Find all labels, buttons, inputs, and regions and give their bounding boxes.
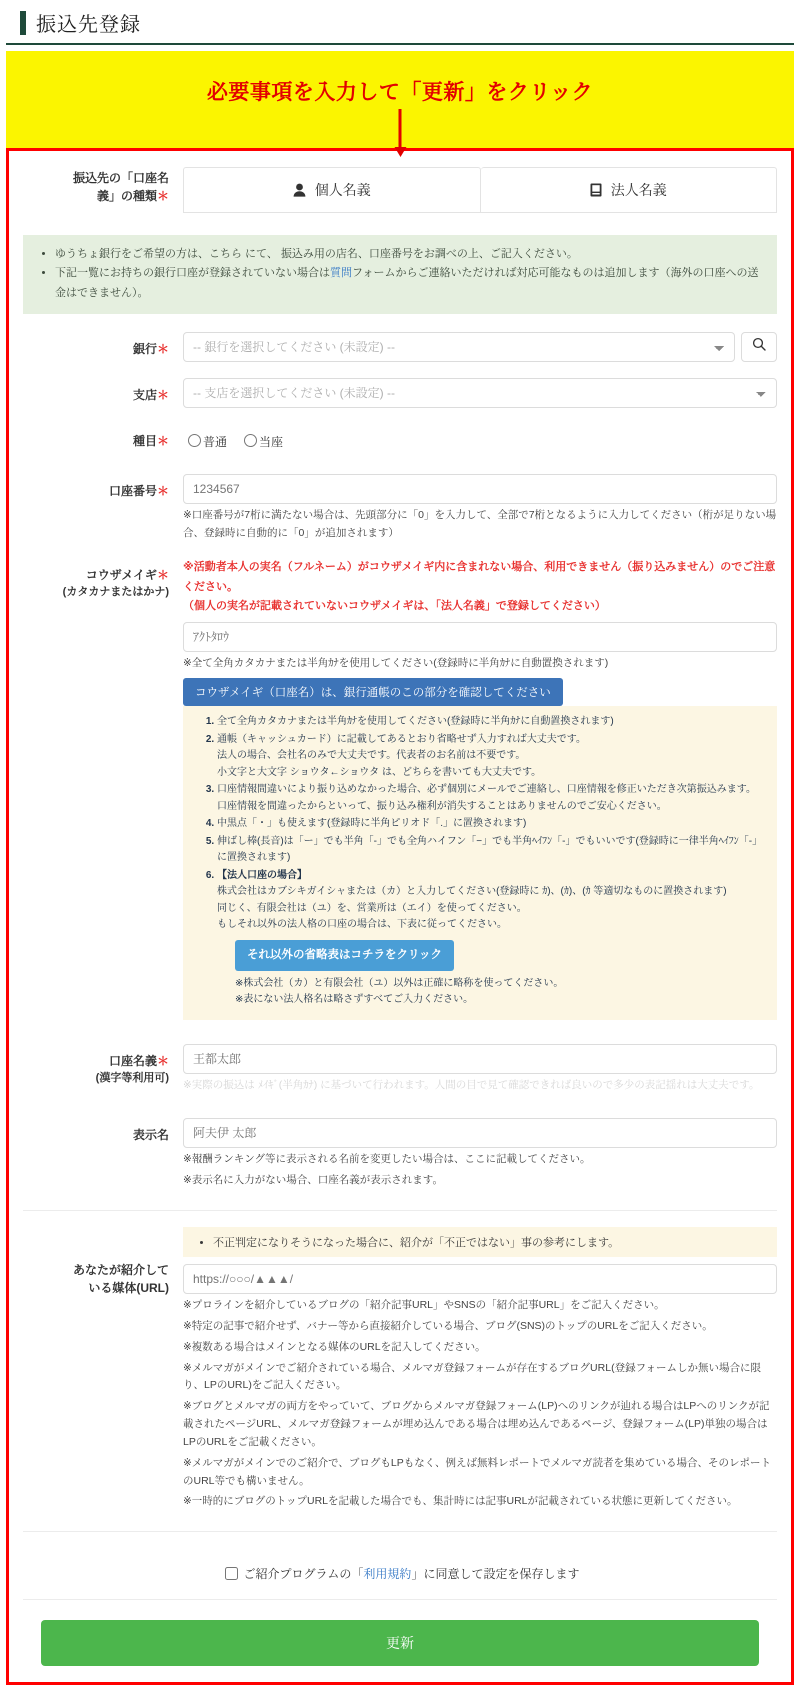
kana-rule-item (217, 868, 765, 1009)
account-kind-row (23, 424, 777, 450)
bank-required-mark: ＊ (156, 341, 169, 356)
terms-of-use-link[interactable]: 利用規約 (363, 1567, 412, 1582)
kana-name-note: ※全て全角カタカナまたは半角ｶﾅを使用してください(登録時に半角ｶﾅに自動置換されます) (183, 657, 609, 670)
display-name-note-2: ※表示名に入力がない場合、口座名義が表示されます。 (183, 1174, 443, 1187)
media-url-beige-note-text: • 不正判定になりそうになった場合に、紹介が「不正ではない」事の参考にします。 (213, 1234, 765, 1250)
agree-text-b: 」に同意して設定を保存します (411, 1567, 580, 1582)
building-icon (590, 183, 602, 197)
kana-rule-sub: 小文字と大文字 ショウタ←ショウタ は、どちらを書いても大丈夫です。 (217, 766, 542, 778)
kana-name-label-text: コウザメイギ (85, 568, 157, 583)
branch-required-mark: ＊ (156, 387, 169, 402)
media-url-note: ※プロラインを紹介しているブログの「紹介記事URL」やSNSの「紹介記事URL」をご記入ください。 (183, 1299, 665, 1312)
kana-rule-item (217, 714, 765, 731)
account-number-required-mark: ＊ (156, 483, 169, 498)
kana-rule-main: 中黒点「・」も使えます(登録時に半角ピリオド「.」に置換されます) (217, 818, 527, 830)
account-name-required-mark: ＊ (156, 1053, 169, 1068)
media-url-label (23, 1227, 183, 1297)
branch-label (23, 378, 183, 404)
bank-field (183, 332, 777, 362)
notice-missing-bank-text-a: 下記一覧にお持ちの銀行口座が登録されていない場合は (55, 267, 330, 280)
spacer (23, 1022, 777, 1044)
kana-name-required-mark: ＊ (156, 568, 169, 583)
account-type-tabs (183, 167, 777, 213)
bank-label-text: 銀行 (132, 341, 157, 356)
submit-wrap (23, 1614, 777, 1668)
notice-missing-bank-text-b: フォームからご連絡いただければ対応可能なものは追加します（海外の口座への送金はできません）。 (55, 267, 759, 299)
spacer (23, 410, 777, 424)
account-type-tabs-field (183, 161, 777, 213)
kana-name-label (23, 558, 183, 601)
kana-rule-sub: 口座情報を間違ったからといって、振り込み権利が消失することはありませんのでご安心ください。 (217, 800, 667, 812)
account-name-row (23, 1044, 777, 1095)
account-name-label (23, 1044, 183, 1087)
radio-futsuu-input[interactable] (188, 434, 201, 447)
account-type-label (23, 161, 183, 205)
bank-label (23, 332, 183, 358)
display-name-label (23, 1118, 183, 1144)
bank-select[interactable] (183, 332, 735, 362)
media-url-note: ※メルマガがメインでのご紹介で、ブログもLPもなく、例えば無料レポートでメルマガ読者を集めている場合、そのレポートのURL等でも構いません。 (183, 1456, 772, 1487)
kana-name-row (23, 558, 777, 1019)
account-kind-label (23, 424, 183, 450)
notice-item-yucho: • ゆうちょ銀行をご希望の方は、こちら にて、 振込み用の店名、口座番号をお調べの上、ご記入ください。 (55, 245, 763, 264)
kana-rule-item (217, 834, 765, 867)
branch-row (23, 378, 777, 408)
display-name-note-1: ※報酬ランキング等に表示される名前を変更したい場合は、ここに記載してください。 (183, 1153, 591, 1166)
media-url-label-line2: いる媒体(URL) (88, 1281, 169, 1296)
agree-row (23, 1548, 777, 1589)
account-number-label-text: 口座番号 (108, 483, 157, 498)
question-form-link[interactable]: 質問 (330, 267, 352, 280)
spacer (23, 1096, 777, 1118)
tab-personal-account[interactable] (183, 167, 481, 213)
account-number-input[interactable] (183, 474, 777, 504)
transfer-registration-form (6, 148, 794, 1685)
abbreviation-table-button[interactable]: それ以外の省略表はコチラをクリック (235, 940, 454, 971)
account-name-sublabel: (漢字等利用可) (95, 1071, 169, 1084)
kana-rule-sub: 同じく、有限会社は（ユ）を、営業所は（エイ）を使ってください。 (217, 902, 527, 914)
instruction-callout (6, 51, 794, 148)
account-number-field (183, 474, 777, 543)
kana-rule-item (217, 732, 765, 782)
kana-rule-main: 【法人口座の場合】 (217, 869, 307, 881)
kana-name-warning-1: ※活動者本人の実名（フルネーム）がコウザメイギ内に含まれない場合、利用できません（振り込みません）のでご注意ください。 (183, 561, 776, 593)
radio-futsuu-label: 普通 (203, 434, 228, 449)
media-url-row (23, 1227, 777, 1511)
account-name-field (183, 1044, 777, 1095)
account-name-note: ※実際の振込は ﾒｲｷﾞ(半角ｶﾅ) に基づいて行われます。人間の目で見て確認できれば良いので多少の表記揺れは大丈夫です。 (183, 1078, 760, 1091)
media-url-note: ※複数ある場合はメインとなる媒体のURLを記入してください。 (183, 1340, 486, 1353)
callout-text: 必要事項を入力して「更新」をクリック (206, 81, 594, 104)
account-kind-required-mark: ＊ (156, 433, 169, 448)
account-type-row (23, 161, 777, 213)
media-url-field (183, 1227, 777, 1511)
kana-name-warning-2: （個人の実名が記載されていないコウザメイギは、「法人名義」で登録してください） (183, 599, 606, 612)
kana-rules-box (183, 706, 777, 1019)
branch-label-text: 支店 (132, 387, 157, 402)
radio-futsuu[interactable] (183, 435, 227, 449)
media-url-note: ※ブログとメルマガの両方をやっていて、ブログからメルマガ登録フォーム(LP)へのリンクが辿れる場合はLPへのリンクが記載されたページURL、メルマガ登録フォームが埋め込んである場合は埋め込んであるページ、登録フォーム(LP)単独の場合はLPのURLをご記載ください。 (183, 1400, 770, 1448)
tab-corporate-account[interactable] (481, 167, 778, 213)
display-name-row (23, 1118, 777, 1190)
tab-personal-account-label: 個人名義 (314, 182, 371, 198)
kana-rule-footnote-1: ※株式会社（カ）と有限会社（ユ）以外は正確に略称を使ってください。 (235, 977, 564, 989)
search-icon (752, 337, 766, 356)
kana-name-input[interactable] (183, 622, 777, 652)
kana-rule-sub: 法人の場合、会社名のみで大丈夫です。代表者のお名前は不要です。 (217, 750, 526, 762)
kana-rule-main: 伸ばし棒(長音)は「ー」でも半角「-」でも全角ハイフン「−」でも半角ﾍｲﾌﾝ「-」でもいいです(登録時に一律半角ﾍｲﾌﾝ「-」に置換されます) (217, 835, 763, 864)
kana-rule-sub: もしそれ以外の法人格の口座の場合は、下表に従ってください。 (217, 919, 507, 931)
update-button[interactable]: 更新 (41, 1620, 759, 1666)
kana-rule-sub: 株式会社はカブシキガイシャまたは（カ）と入力してください(登録時に ｶ)、(ｶ)、(ｶ 等適切なものに置換されます) (217, 886, 727, 898)
page-header (6, 0, 794, 45)
branch-field (183, 378, 777, 408)
radio-touza-input[interactable] (244, 434, 257, 447)
media-url-label-line1: あなたが紹介して (72, 1263, 169, 1278)
agree-checkbox[interactable] (225, 1567, 238, 1580)
notice-item-missing-bank (55, 264, 763, 303)
account-kind-label-text: 種目 (132, 433, 157, 448)
kana-name-field (183, 558, 777, 1019)
passbook-help-button[interactable]: コウザメイギ（口座名）は、銀行通帳のこの部分を確認してください (183, 678, 563, 706)
kana-name-sublabel: (カタカナまたはかナ) (62, 586, 169, 599)
account-kind-radios (183, 424, 777, 450)
branch-select[interactable] (183, 378, 777, 408)
account-name-label-text: 口座名義 (108, 1053, 157, 1068)
agree-text-a: ご紹介プログラムの「 (243, 1567, 364, 1582)
kana-rule-item (217, 782, 765, 815)
media-url-beige-note (183, 1227, 777, 1257)
kana-rule-main: 口座情報間違いにより振り込めなかった場合、必ず個別にメールでご連絡し、口座情報を修正いただき次第振込みます。 (217, 784, 756, 796)
kana-rule-footnote-2: ※表にない法人格名は略さずすべてご入力ください。 (235, 994, 474, 1005)
page-title: 振込先登録 (36, 14, 141, 36)
kana-rule-main: 全て全角カタカナまたは半角ｶﾅを使用してください(登録時に半角ｶﾅに自動置換されます) (217, 716, 614, 728)
account-type-required-mark: ＊ (156, 189, 169, 203)
media-url-note: ※特定の記事で紹介せず、バナー等から直接紹介している場合、ブログ(SNS)のトップのURLをご記入ください。 (183, 1319, 713, 1332)
account-number-note: ※口座番号が7桁に満たない場合は、先頭部分に「0」を入力して、全部で7桁となるように入力してください（桁が足りない場合、登録時に自動的に「0」が追加されます） (183, 508, 777, 539)
account-number-row (23, 474, 777, 543)
account-kind-field (183, 424, 777, 450)
account-name-input[interactable] (183, 1044, 777, 1074)
account-number-label (23, 474, 183, 500)
header-accent-bar (20, 11, 26, 35)
display-name-field (183, 1118, 777, 1190)
section-divider (23, 1210, 777, 1211)
kana-rules-list (195, 714, 765, 1008)
display-name-input[interactable] (183, 1118, 777, 1148)
account-type-label-line1: 振込先の「口座名 (72, 171, 169, 185)
radio-touza[interactable] (239, 435, 283, 449)
radio-touza-label: 当座 (259, 434, 284, 449)
kana-rule-main: 通帳（キャッシュカード）に記載してあるとおり省略せず入力すれば大丈夫です。 (217, 733, 586, 745)
callout-arrow-icon (399, 109, 402, 148)
tab-corporate-account-label: 法人名義 (610, 182, 667, 198)
media-url-input[interactable] (183, 1264, 777, 1294)
section-divider (23, 1531, 777, 1532)
person-icon (293, 183, 306, 197)
account-type-label-line2: 義」の種類 (96, 189, 157, 203)
bank-info-notice (23, 235, 777, 314)
bank-row (23, 332, 777, 362)
media-url-note: ※メルマガがメインでご紹介されている場合、メルマガ登録フォームが存在するブログURL(登録フォームしか無い場合に限り、LPのURL)をご記入ください。 (183, 1361, 762, 1392)
display-name-label-text: 表示名 (132, 1128, 169, 1143)
spacer (23, 544, 777, 558)
media-url-note: ※一時的にブログのトップURLを記載した場合でも、集計時には記事URLが記載されている状態に更新してください。 (183, 1495, 738, 1508)
bank-search-button[interactable] (741, 332, 777, 362)
kana-rule-item (217, 816, 765, 833)
spacer (23, 452, 777, 474)
section-divider (23, 1599, 777, 1600)
spacer (23, 364, 777, 378)
